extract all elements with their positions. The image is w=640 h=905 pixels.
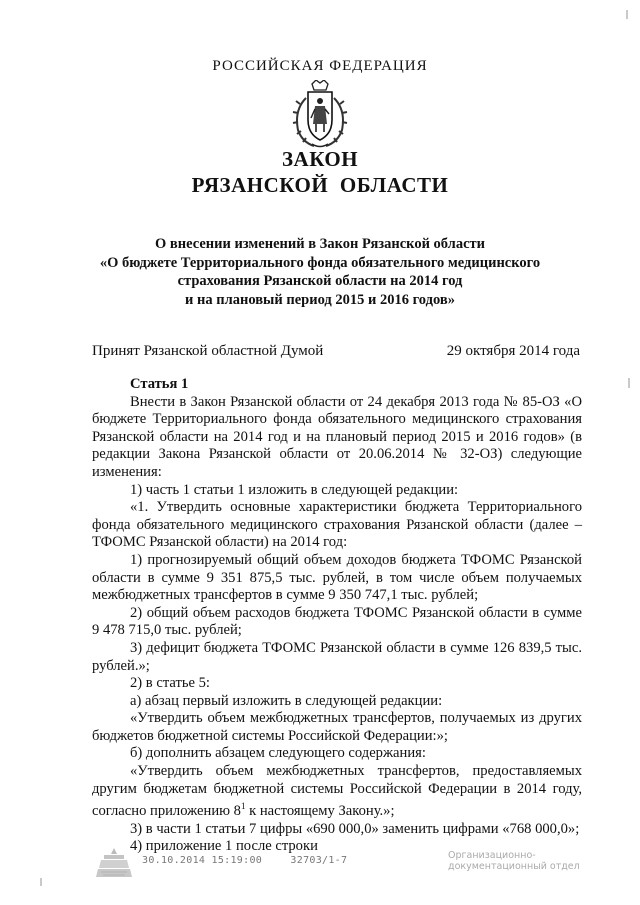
law-title-line1: ЗАКОН: [281, 147, 359, 171]
margin-mark: [40, 878, 42, 886]
paragraph: 1) часть 1 статьи 1 изложить в следующей редакции:: [130, 481, 459, 498]
law-subject: [60, 235, 580, 309]
paragraph: 2) в статье 5:: [130, 675, 210, 692]
paragraph: 3) в части 1 статьи 7 цифры «690 000,0» заменить цифрами «768 000,0»;: [130, 820, 580, 837]
article-heading: Статья 1: [130, 376, 189, 392]
paragraph: а) абзац первый изложить в следующей редакции:: [130, 692, 443, 709]
ryazan-coat-of-arms-icon: [290, 80, 350, 150]
paragraph: 1) прогнозируемый общий объем доходов бюджета ТФОМС Рязанской области в сумме 9 351 875,5 тыс. рублей, в том числе объем получаемых межбюджетных трансфертов в сумме 9 350 747,1 тыс. рублей;: [92, 551, 582, 604]
paragraph: Внести в Закон Рязанской области от 24 декабря 2013 года № 85-ОЗ «О бюджете Территориального фонда обязательного медицинского страхования Рязанской области на 2014 год и на плановый период 2015 и 2016 годов» (в редакции Закона Рязанской области от 20.06.2014 № 32-ОЗ) следующие изменения:: [92, 393, 582, 480]
registration-timestamp: 30.10.2014 15:19:00: [142, 855, 263, 866]
margin-mark: [626, 10, 628, 19]
paragraph-text: «Утвердить объем межбюджетных трансфертов, предоставляемых другим бюджетам бюджетной системы Российской Федерации в 2014 году, согласно приложению 8: [92, 763, 582, 820]
adopted-by: Принят Рязанской областной Думой: [92, 343, 324, 359]
subject-line: «О бюджете Территориального фонда обязательного медицинского: [99, 254, 541, 271]
paragraph: 2) общий объем расходов бюджета ТФОМС Рязанской области в сумме 9 478 715,0 тыс. рублей;: [92, 604, 582, 639]
country-heading: РОССИЙСКАЯ ФЕДЕРАЦИЯ: [212, 58, 428, 74]
superscript: 1: [240, 801, 246, 812]
organization-stamp: [448, 850, 580, 872]
paragraph: «1. Утвердить основные характеристики бюджета Территориального фонда обязательного медицинского страхования Рязанской области (далее – ТФОМС Рязанской области) на 2014 год:: [92, 499, 582, 551]
org-stamp-line: Организационно-: [448, 850, 536, 861]
subject-line: и на плановый период 2015 и 2016 годов»: [185, 291, 455, 308]
law-title-line2: РЯЗАНСКОЙ ОБЛАСТИ: [191, 173, 449, 197]
paragraph: «Утвердить объем межбюджетных трансфертов, получаемых из других бюджетов бюджетной системы Российской Федерации:»;: [92, 710, 582, 744]
subject-line: страхования Рязанской области на 2014 год: [177, 273, 463, 289]
paragraph-text: к настоящему Закону.»;: [245, 803, 395, 820]
registration-number: 32703/1-7: [290, 855, 348, 866]
paragraph: [92, 763, 582, 821]
stamp-icon: [95, 846, 133, 880]
adoption-date: 29 октября 2014 года: [446, 343, 580, 359]
org-stamp-line: документационный отдел: [448, 861, 580, 872]
document-body: [92, 376, 582, 856]
margin-mark: [628, 378, 630, 388]
subject-line: О внесении изменений в Закон Рязанской области: [155, 236, 485, 252]
registration-info: [142, 855, 369, 866]
paragraph: б) дополнить абзацем следующего содержания:: [130, 745, 426, 762]
paragraph: 3) дефицит бюджета ТФОМС Рязанской области в сумме 126 839,5 тыс. рублей.»;: [92, 639, 582, 674]
paragraph: 4) приложение 1 после строки: [130, 838, 318, 855]
